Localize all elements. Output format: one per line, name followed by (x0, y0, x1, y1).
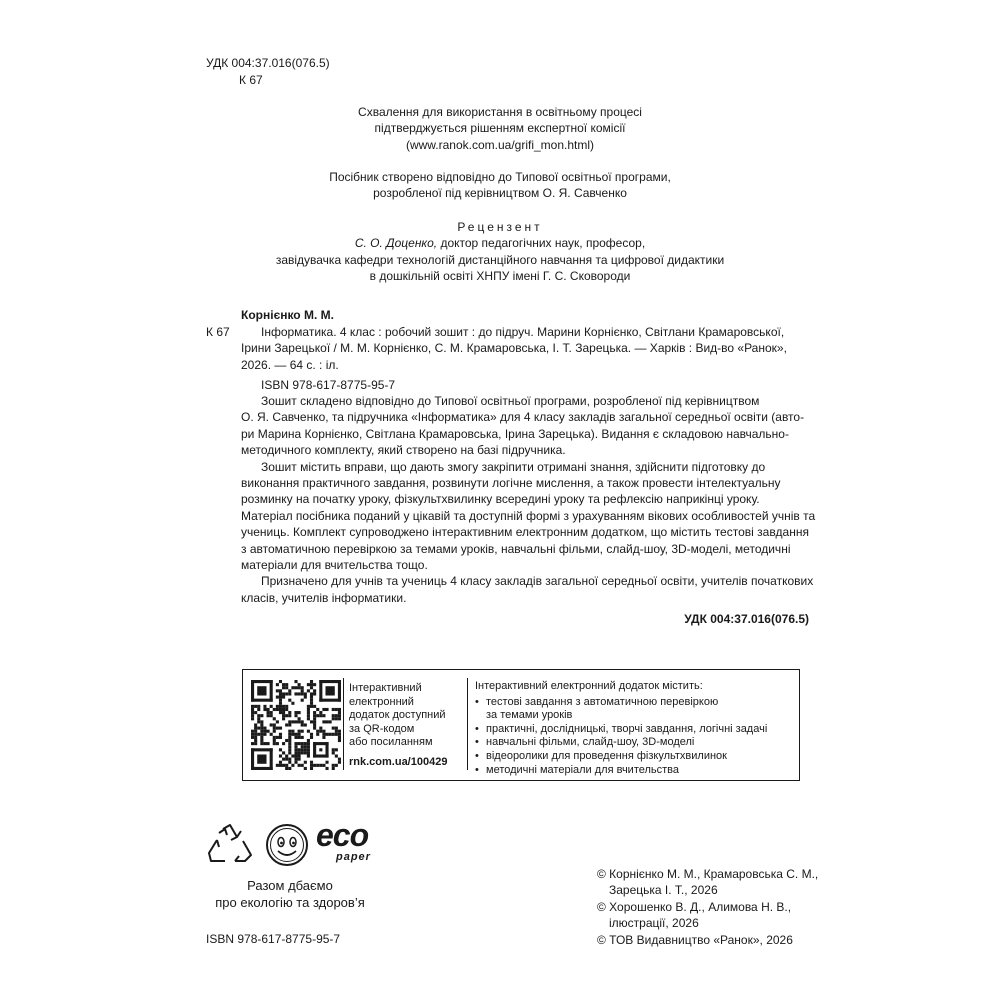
abstract (241, 393, 816, 628)
bib-isbn: ISBN 978-617-8775-95-7 (261, 378, 396, 393)
abstract-paragraph-1 (241, 393, 809, 459)
copyright-line: © Хорошенко В. Д., Алимова Н. В., (597, 899, 792, 914)
features-title: Інтерактивний електронний додаток містить: (475, 680, 703, 692)
feature-item: • практичні, дослідницькі, творчі завдання, логічні задачі (475, 723, 793, 737)
abstract-line: методичного комплекту, який створено на базі підручника. (241, 443, 566, 458)
abstract-line: Призначено для учнів та учениць 4 класу закладів загальної середньої освіти, учителів початкових (261, 574, 814, 589)
reviewer-position: завідувачка кафедри технологій дистанційного навчання та цифрової дидактики (275, 252, 725, 267)
reviewer-line (230, 235, 770, 251)
qr-description-line: за QR-кодом (349, 722, 415, 735)
qr-description-line: електронний (349, 695, 414, 708)
abstract-line: розминку на початку уроку, фізкультхвилинку всередині уроку та рефлексію наприкінці уроку. (241, 492, 760, 507)
abstract-line: Зошит складено відповідно до Типової освітньої програми, розробленої під керівництвом (261, 394, 760, 408)
eco-slogan (200, 877, 380, 911)
reviewer-title: доктор педагогічних наук, професор, (437, 236, 646, 251)
qr-link[interactable]: rnk.com.ua/100429 (349, 755, 448, 768)
qr-description-line: Інтерактивний (349, 682, 422, 694)
abstract-paragraph-2 (241, 459, 816, 574)
copyright-line: ілюстрації, 2026 (609, 916, 699, 931)
abstract-line: Зошит містить вправи, що дають змогу закріпити отримані знання, здійснити підготовку до (261, 459, 766, 474)
abstract-paragraph-3 (241, 573, 814, 606)
eco-logo-text: eco (316, 817, 369, 853)
divider (343, 678, 344, 770)
author-mark-code: К 67 (239, 73, 263, 87)
bib-code: К 67 (206, 325, 230, 339)
bib-author: Корнієнко М. М. (241, 308, 334, 322)
interactive-supplement-box (242, 669, 800, 781)
program-note-line: Посібник створено відповідно до Типової освітньої програми, (329, 170, 671, 184)
feature-item: • тестові завдання з автоматичною перевіркою за темами уроків (475, 696, 793, 723)
bib-description (241, 324, 809, 394)
eco-slogan-line: Разом дбаємо (247, 878, 333, 893)
approval-link-line: (www.ranok.com.ua/grifi_mon.html) (405, 137, 595, 152)
footer-isbn: ISBN 978-617-8775-95-7 (206, 932, 341, 946)
approval-block (280, 104, 720, 153)
copyright-line: © Корнієнко М. М., Крамаровська С. М., (597, 867, 819, 881)
qr-description-line: додаток доступний (349, 709, 446, 722)
abstract-line: з автоматичною перевіркою за темами уроків, навчальні фільми, слайд-шоу, 3D-моделі, методичні (241, 541, 791, 556)
reviewer-institution: в дошкільній освіті ХНПУ імені Г. С. Сковороди (369, 269, 631, 284)
paper-logo-text: paper (336, 851, 371, 863)
program-note (280, 169, 720, 202)
approval-line: підтверджується рішенням експертної комісії (374, 121, 626, 136)
eco-slogan-line: про екологію та здоров’я (215, 895, 365, 910)
abstract-line: класів, учителів інформатики. (241, 590, 407, 605)
abstract-line: виконання практичного завдання, розвинути логічне мислення, а також провести інтелектуальну (241, 476, 781, 491)
reviewer-heading: Рецензент (457, 220, 543, 234)
udk-index: УДК 004:37.016(076.5) (206, 56, 330, 70)
bib-line: 2026. — 64 с. : іл. (241, 357, 339, 372)
qr-description-line: або посиланням (349, 736, 433, 749)
approval-line: Схвалення для використання в освітньому процесі (358, 105, 642, 119)
copyright-block (597, 866, 837, 948)
eco-paper-logo (316, 817, 382, 867)
bib-line: Інформатика. 4 клас : робочий зошит : до підруч. Марини Корнієнко, Світлани Крамаровської, (261, 325, 785, 339)
abstract-line: учениць. Комплект супроводжено інтерактивним електронним додатком, що містить тестові завдання (241, 525, 809, 540)
abstract-line: О. Я. Савченко, та підручника «Інформатика» для 4 класу закладів загальної середньої освіти (авто- (241, 410, 805, 425)
smiley-icon (264, 822, 310, 868)
copyright-line: © ТОВ Видавництво «Ранок», 2026 (597, 932, 793, 947)
bib-line: Ірини Зарецької / М. М. Корнієнко, С. М. Крамаровська, І. Т. Зарецька. — Харків : Вид-во «Ранок», (241, 341, 787, 356)
reviewer-block (230, 219, 770, 285)
feature-item: • навчальні фільми, слайд-шоу, 3D-моделі (475, 736, 793, 750)
abstract-line: ри Марина Корнієнко, Світлана Крамаровська, Ірина Зарецька). Видання є складовою навчально- (241, 426, 789, 441)
abstract-udk: УДК 004:37.016(076.5) (684, 612, 809, 627)
abstract-line: Матеріал посібника поданий у цікавій та доступній формі з урахуванням вікових особливостей учнів та (241, 508, 816, 523)
qr-code[interactable] (251, 680, 341, 770)
divider (467, 678, 468, 770)
copyright-line: Зарецька І. Т., 2026 (609, 883, 718, 898)
abstract-line: матеріали для вчительства тощо. (241, 558, 428, 573)
feature-item: • відеоролики для проведення фізкультхвилинок (475, 750, 793, 764)
features-list (475, 696, 793, 778)
features-panel (475, 680, 793, 777)
program-note-line: розробленої під керівництвом О. Я. Савченко (373, 186, 627, 201)
feature-item: • методичні матеріали для вчительства (475, 764, 793, 778)
qr-description (349, 682, 467, 770)
recycle-icon (205, 823, 255, 867)
reviewer-name: С. О. Доценко, (354, 236, 438, 251)
qr-code-image (251, 680, 341, 770)
